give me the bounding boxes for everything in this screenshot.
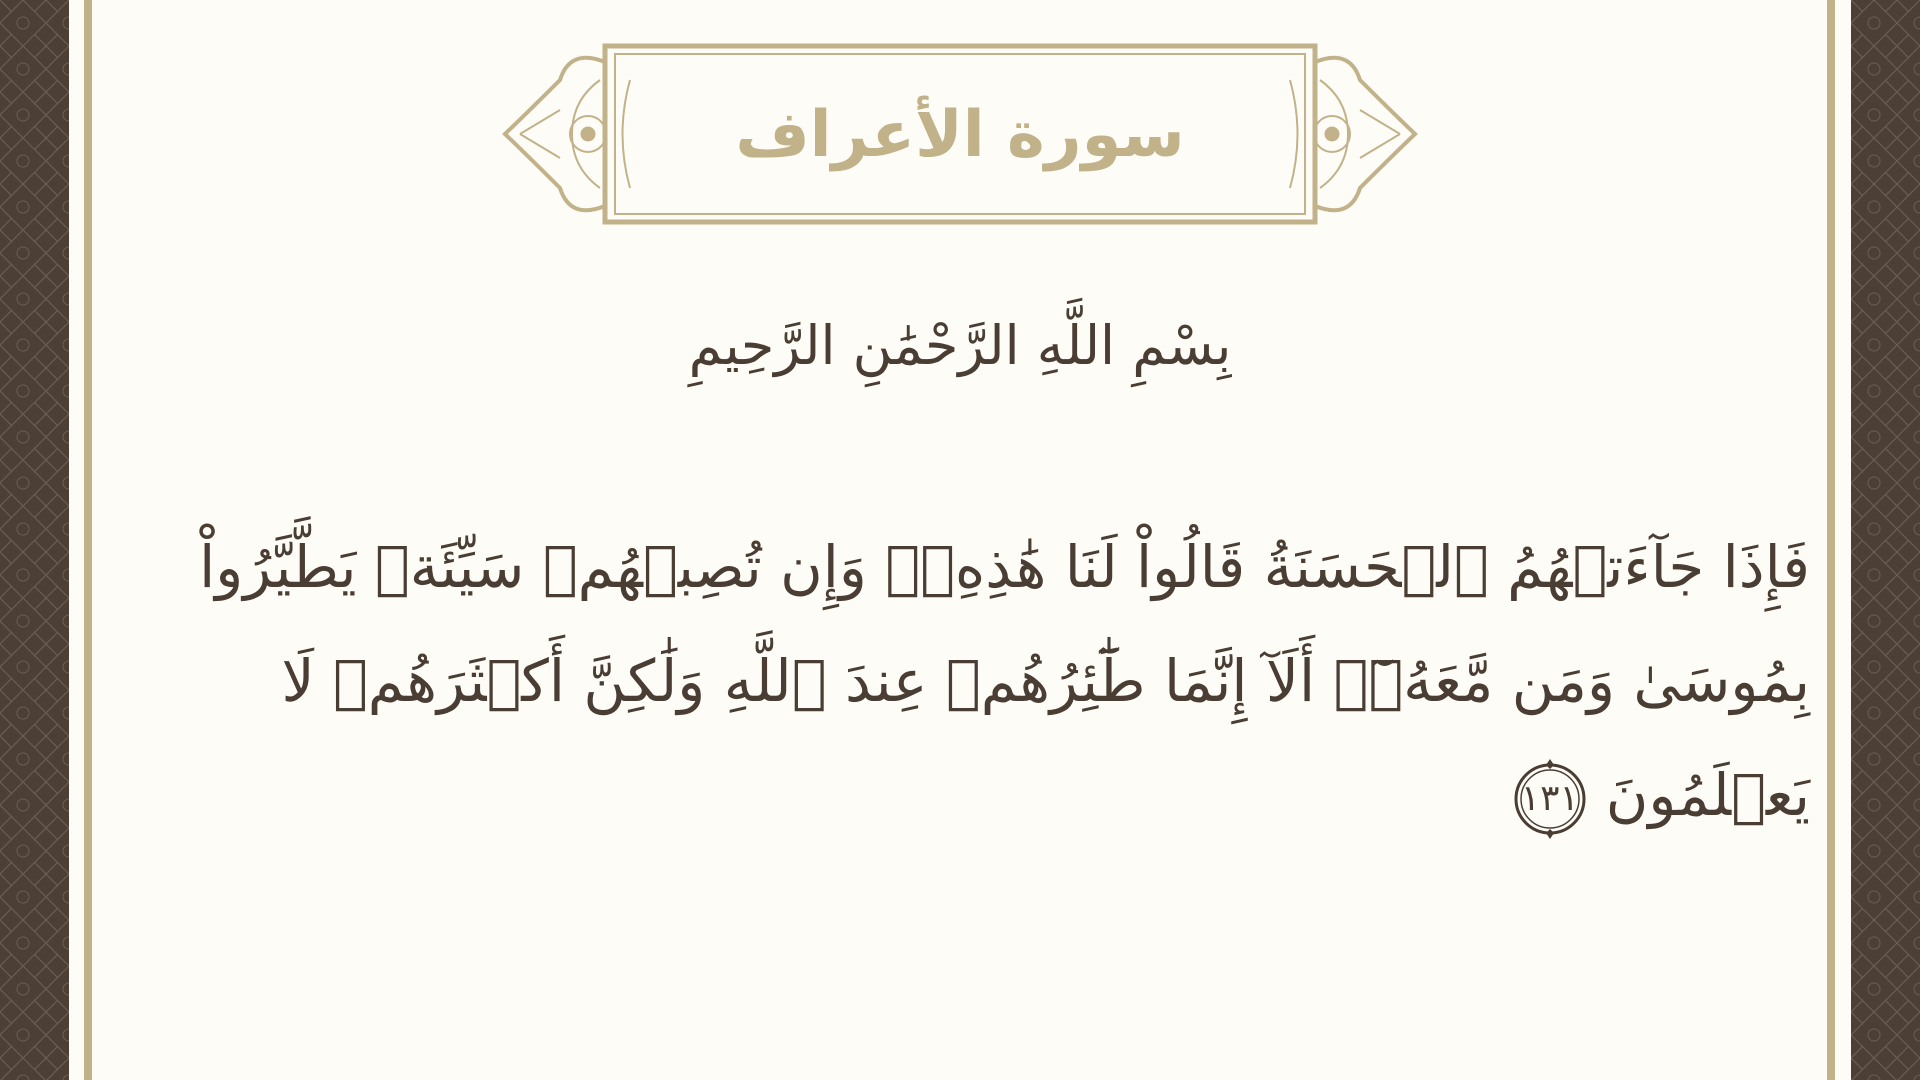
geometric-pattern-icon [1851,0,1920,1080]
verse-line-text: يَعۡلَمُونَ [1605,761,1810,829]
surah-header [500,40,1420,230]
right-pattern-border [1851,0,1920,1080]
verse-line-last [340,738,1810,852]
ayah-number-marker [1508,757,1592,841]
right-margin [1835,0,1851,1080]
left-pattern-border [0,0,69,1080]
verse-line: فَإِذَا جَآءَتۡهُمُ ٱلۡحَسَنَةُ قَالُواْ لَنَا هَٰذِهِۦۖ وَإِن تُصِبۡهُمۡ سَيِّئَةٞ يَطَّيَّرُواْ [199,533,1810,601]
basmala: بِسْمِ اللَّهِ الرَّحْمَٰنِ الرَّحِيمِ [688,313,1232,377]
verse-line: بِمُوسَىٰ وَمَن مَّعَهُۥٓۗ أَلَآ إِنَّمَا طَٰٓئِرُهُمۡ عِندَ ٱللَّهِ وَلَٰكِنَّ أَكۡثَرَهُمۡ لَا [281,647,1810,715]
ayah-number: ١٣١ [1520,777,1579,819]
geometric-pattern-icon [0,0,69,1080]
surah-title: سورة الأعراف [735,98,1185,172]
left-margin [69,0,84,1080]
right-gold-rule [1827,0,1835,1080]
left-gold-rule [84,0,92,1080]
verse-text [199,510,1810,852]
